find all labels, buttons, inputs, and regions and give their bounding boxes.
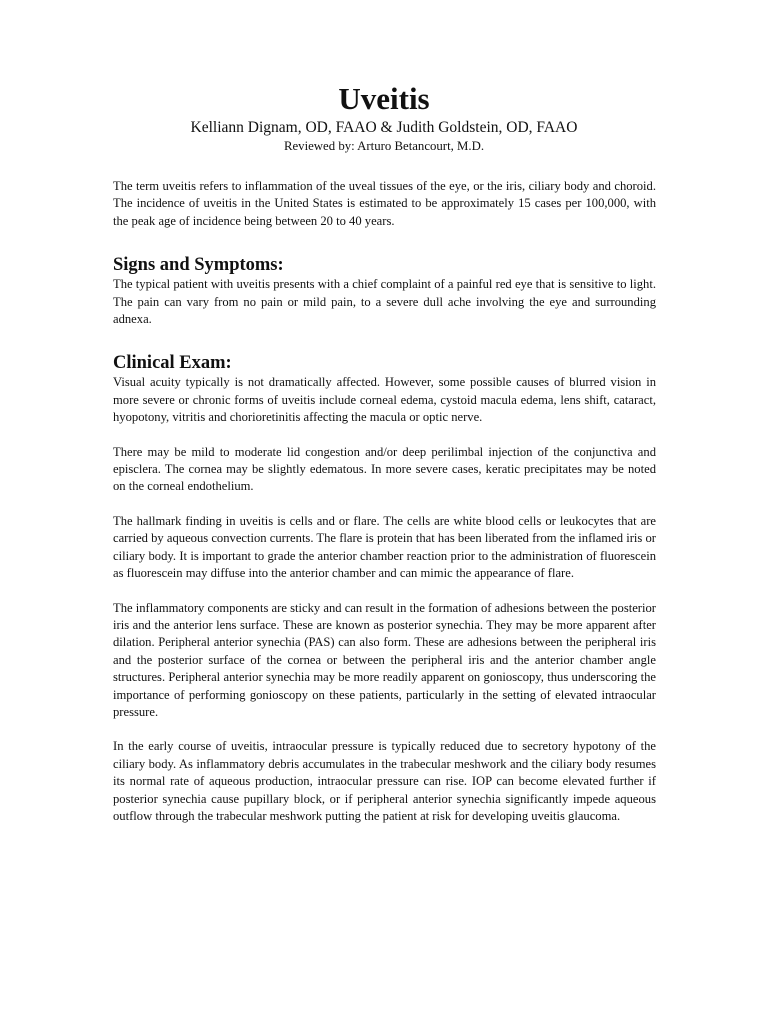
paragraph-intraocular-pressure: In the early course of uveitis, intraocular pressure is typically reduced due to secretory hypotony of the ciliary body. As inflammatory debris accumulates in the trabecular meshwork and the ciliary body resumes its normal rate of aqueous production, intraocular pressure can rise. IOP can become elevated further if posterior synechia cause pupillary block, or if peripheral anterior synechia significantly impede aqueous outflow through the trabecular meshwork putting the patient at risk for developing uveitis glaucoma. [113,739,656,823]
paragraph-synechia: The inflammatory components are sticky and can result in the formation of adhesions between the posterior iris and the anterior lens surface. These are known as posterior synechia. They may be more apparent after dilation. Peripheral anterior synechia (PAS) can also form. These are adhesions between the peripheral iris and the posterior surface of the cornea or between the peripheral iris and the anterior chamber angle structures. Peripheral anterior synechia may be more readily apparent on gonioscopy, thus underscoring the importance of performing gonioscopy on these patients, particularly in the setting of elevated intraocular pressure. [113,600,656,719]
paragraph-cells-flare: The hallmark finding in uveitis is cells and or flare. The cells are white blood cells or leukocytes that are carried by aqueous convection currents. The flare is protein that has been liberated from the inflamed iris or ciliary body. It is important to grade the anterior chamber reaction prior to the administration of fluorescein as fluorescein may diffuse into the anterior chamber and can mimic the appearance of flare. [113,513,656,581]
document-body [113,178,656,842]
section-heading-clinical-exam: Clinical Exam: [113,353,232,374]
reviewer-line: Reviewed by: Arturo Betancourt, M.D. [283,139,485,153]
author-line: Kelliann Dignam, OD, FAAO & Judith Goldstein, OD, FAAO [190,119,578,136]
paragraph-visual-acuity: Visual acuity typically is not dramatically affected. However, some possible causes of blurred vision in more severe or chronic forms of uveitis include corneal edema, cystoid macula edema, lens shift, cataract, hyopotony, vitritis and chorioretinitis affecting the macula or optic nerve. [113,375,656,425]
intro-paragraph: The term uveitis refers to inflammation of the uveal tissues of the eye, or the iris, ciliary body and choroid. The incidence of uveitis in the United States is estimated to be approximately 15 cases per 100,000, with the peak age of incidence being between 20 to 40 years. [113,179,656,228]
paragraph-lid-congestion: There may be mild to moderate lid congestion and/or deep perilimbal injection of the conjunctiva and episclera. The cornea may be slightly edematous. In more severe cases, keratic precipitates may be noted on the corneal endothelium. [113,444,656,494]
paragraph-signs-symptoms: The typical patient with uveitis presents with a chief complaint of a painful red eye that is sensitive to light. The pain can vary from no pain or mild pain, to a severe dull ache involving the eye and surrounding adnexa. [113,277,656,327]
section-heading-signs-symptoms: Signs and Symptoms: [113,255,284,276]
document-title: Uveitis [338,81,430,116]
